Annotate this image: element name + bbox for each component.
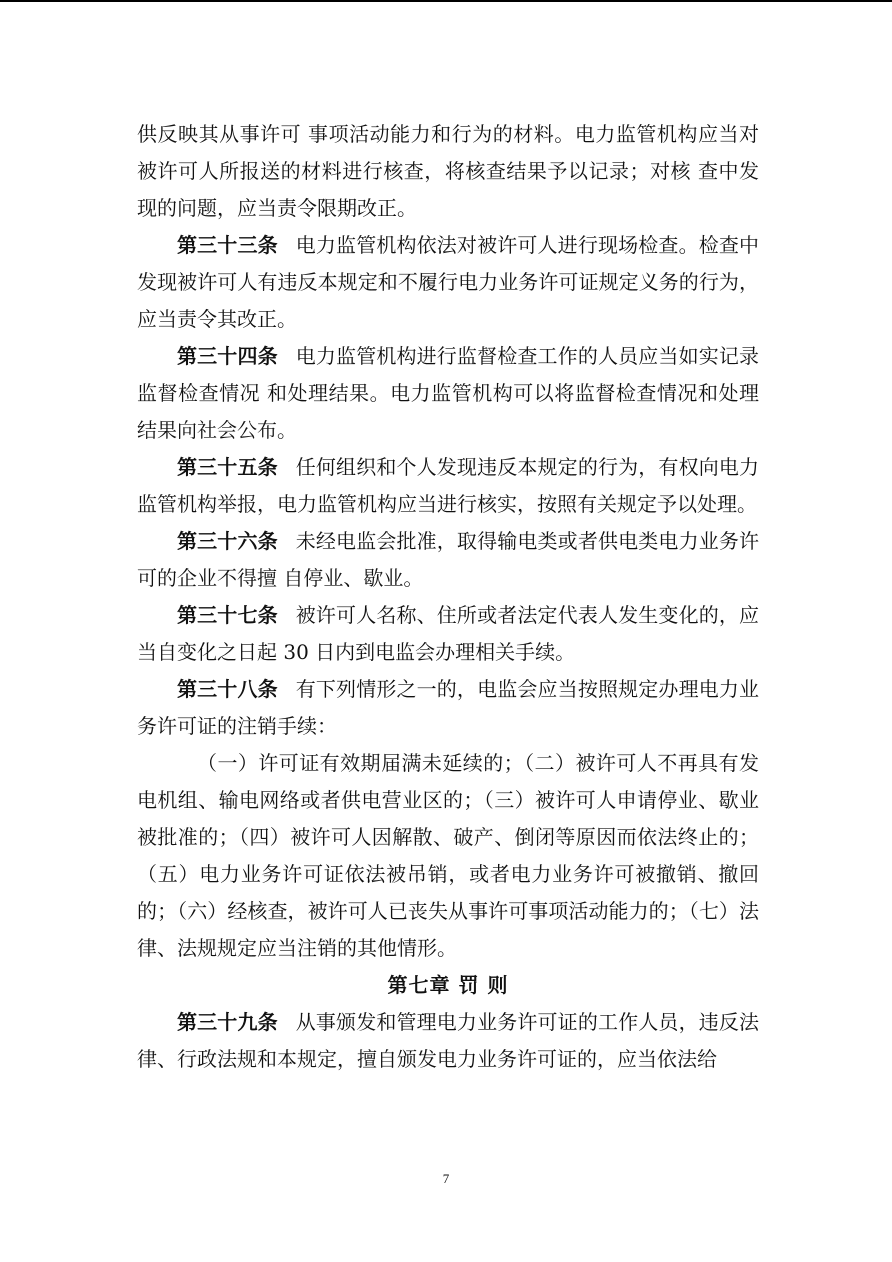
article-label: 第三十七条 <box>177 603 278 627</box>
page-top-border <box>0 0 892 2</box>
article-label: 第三十六条 <box>177 529 278 553</box>
article-label: 第三十四条 <box>177 344 278 368</box>
continuation-paragraph: 供反映其从事许可 事项活动能力和行为的材料。电力监管机构应当对被许可人所报送的材料进行核查，将核查结果予以记录；对核 查中发现的问题，应当责令限期改正。 <box>137 122 759 220</box>
article-36 <box>137 523 759 597</box>
article-text: 被许可人名称、住所或者法定代表人发生变化的，应当自变化之日起 30 日内到电监会办理相关手续。 <box>137 603 760 664</box>
article-38 <box>137 671 759 745</box>
article-text: 任何组织和个人发现违反本规定的行为，有权向电力监管机构举报，电力监管机构应当进行核实，按照有关规定予以处理。 <box>137 455 760 516</box>
page-number: 7 <box>442 1171 450 1186</box>
article-text: 电力监管机构进行监督检查工作的人员应当如实记录监督检查情况 和处理结果。电力监管机构可以将监督检查情况和处理结果向社会公布。 <box>137 344 760 442</box>
article-label: 第三十八条 <box>177 677 278 701</box>
article-label: 第三十九条 <box>177 1010 278 1034</box>
article-text: 电力监管机构依法对被许可人进行现场检查。检查中发现被许可人有违反本规定和不履行电力业务许可证规定义务的行为，应当责令其改正。 <box>137 233 760 331</box>
article-37 <box>137 597 759 671</box>
document-body <box>137 116 759 1078</box>
article-label: 第三十三条 <box>177 233 278 257</box>
article-39 <box>137 1004 759 1078</box>
article-label: 第三十五条 <box>177 455 278 479</box>
article-text: 从事颁发和管理电力业务许可证的工作人员，违反法律、行政法规和本规定，擅自颁发电力业务许可证的，应当依法给 <box>137 1010 760 1071</box>
article-text: 未经电监会批准，取得输电类或者供电类电力业务许可的企业不得擅 自停业、歇业。 <box>137 529 760 590</box>
article-34 <box>137 338 759 449</box>
cancellation-conditions-list: （一）许可证有效期届满未延续的；（二）被许可人不再具有发电机组、输电网络或者供电营业区的；（三）被许可人申请停业、歇业被批准的；（四）被许可人因解散、破产、倒闭等原因而依法终止的；（五）电力业务许可证依法被吊销，或者电力业务许可被撤销、撤回的；（六）经核查，被许可人已丧失从事许可事项活动能力的；（七）法律、法规规定应当注销的其他情形。 <box>137 751 759 960</box>
article-text: 有下列情形之一的，电监会应当按照规定办理电力业务许可证的注销手续： <box>137 677 760 738</box>
article-33 <box>137 227 759 338</box>
article-35 <box>137 449 759 523</box>
chapter-heading: 第七章 罚 则 <box>387 973 509 997</box>
